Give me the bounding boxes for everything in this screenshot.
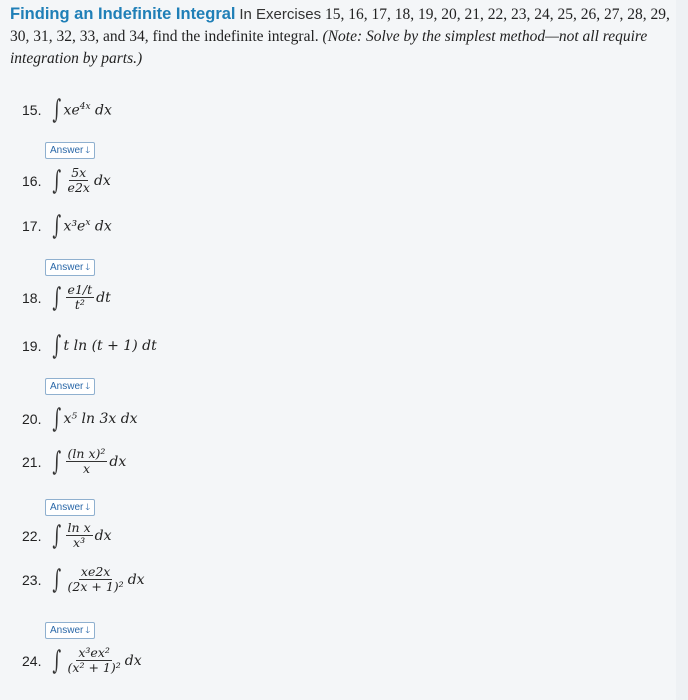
- exercise-numbers: 15, 16, 17, 18, 19, 20, 21, 22, 23, 24, 25, 26, 27, 28, 29, 30, 31, 32, 33, and 34,: [10, 6, 670, 45]
- integral-sign-icon: ∫: [52, 282, 62, 313]
- integrand: $x^3e^x$ dx: [63, 217, 112, 235]
- exercise-number: 18.: [22, 289, 42, 306]
- exercise-21: [22, 447, 126, 476]
- exercise-15: [22, 97, 112, 123]
- exercise-18: [22, 283, 111, 312]
- instruction-text: find the indefinite integral.: [152, 28, 319, 45]
- exercise-number: 21.: [22, 453, 42, 470]
- exercise-17: [22, 213, 112, 239]
- exercise-number: 23.: [22, 571, 42, 588]
- answer-button-15[interactable]: Answer 🡓: [45, 142, 95, 159]
- intro-text: In Exercises: [239, 6, 322, 23]
- differential: dx: [93, 172, 111, 189]
- exercise-23: [22, 565, 145, 594]
- integral-sign-icon: ∫: [52, 211, 62, 241]
- exercise-heading: [10, 3, 678, 70]
- exercise-number: 16.: [22, 172, 42, 189]
- differential: dx: [127, 571, 145, 588]
- differential: dx: [124, 652, 142, 669]
- integral-sign-icon: ∫: [52, 165, 62, 196]
- fraction: $\frac{e1/t}{\text{t²}}$: [67, 282, 93, 312]
- exercise-24: [22, 646, 142, 675]
- fraction: $\frac{xe2x}{\text{(2x + 1)²}}$: [67, 564, 124, 594]
- arrow-down-icon: 🡓: [85, 145, 91, 155]
- integrand: x⁵ ln 3x dx: [63, 411, 138, 427]
- exercise-number: 22.: [22, 527, 42, 544]
- integral-sign-icon: ∫: [52, 564, 62, 595]
- integral-sign-icon: ∫: [52, 446, 62, 477]
- note-text: (Note: Solve by the simplest method—not all require integration by parts.): [10, 28, 648, 67]
- arrow-down-icon: 🡓: [85, 502, 91, 512]
- answer-button-21[interactable]: Answer 🡓: [45, 499, 95, 516]
- section-title: Finding an Indefinite Integral: [10, 5, 236, 23]
- fraction: $\frac{5x}{e2x}$: [67, 165, 90, 195]
- exercise-22: [22, 521, 111, 550]
- exercise-number: 24.: [22, 652, 42, 669]
- exercise-20: [22, 406, 138, 432]
- integral-sign-icon: ∫: [52, 645, 62, 676]
- exercise-19: [22, 333, 157, 359]
- answer-button-23[interactable]: Answer 🡓: [45, 622, 95, 639]
- integrand: t ln (t + 1) dt: [63, 338, 157, 354]
- integrand: $xe^{4x}$ dx: [63, 101, 112, 119]
- exercise-number: 19.: [22, 338, 42, 354]
- differential: dx: [94, 527, 112, 544]
- fraction: $\frac{\text{x³ex²}}{\text{(x² + 1)²}}$: [67, 645, 121, 675]
- arrow-down-icon: 🡓: [85, 625, 91, 635]
- differential: dt: [96, 289, 111, 306]
- differential: dx: [109, 453, 127, 470]
- arrow-down-icon: 🡓: [85, 262, 91, 272]
- arrow-down-icon: 🡓: [85, 381, 91, 391]
- answer-button-17[interactable]: Answer 🡓: [45, 259, 95, 276]
- answer-button-19[interactable]: Answer 🡓: [45, 378, 95, 395]
- fraction: $\frac{\text{(ln x)²}}{x}$: [67, 446, 106, 476]
- integral-sign-icon: ∫: [52, 404, 62, 434]
- exercise-16: [22, 166, 111, 195]
- fraction: $\frac{\text{ln x}}{\text{x³}}$: [67, 520, 91, 550]
- integral-sign-icon: ∫: [52, 520, 62, 551]
- integral-sign-icon: ∫: [52, 95, 62, 125]
- exercise-number: 20.: [22, 411, 42, 427]
- integral-sign-icon: ∫: [52, 331, 62, 361]
- exercise-number: 17.: [22, 218, 42, 234]
- exercise-number: 15.: [22, 102, 42, 118]
